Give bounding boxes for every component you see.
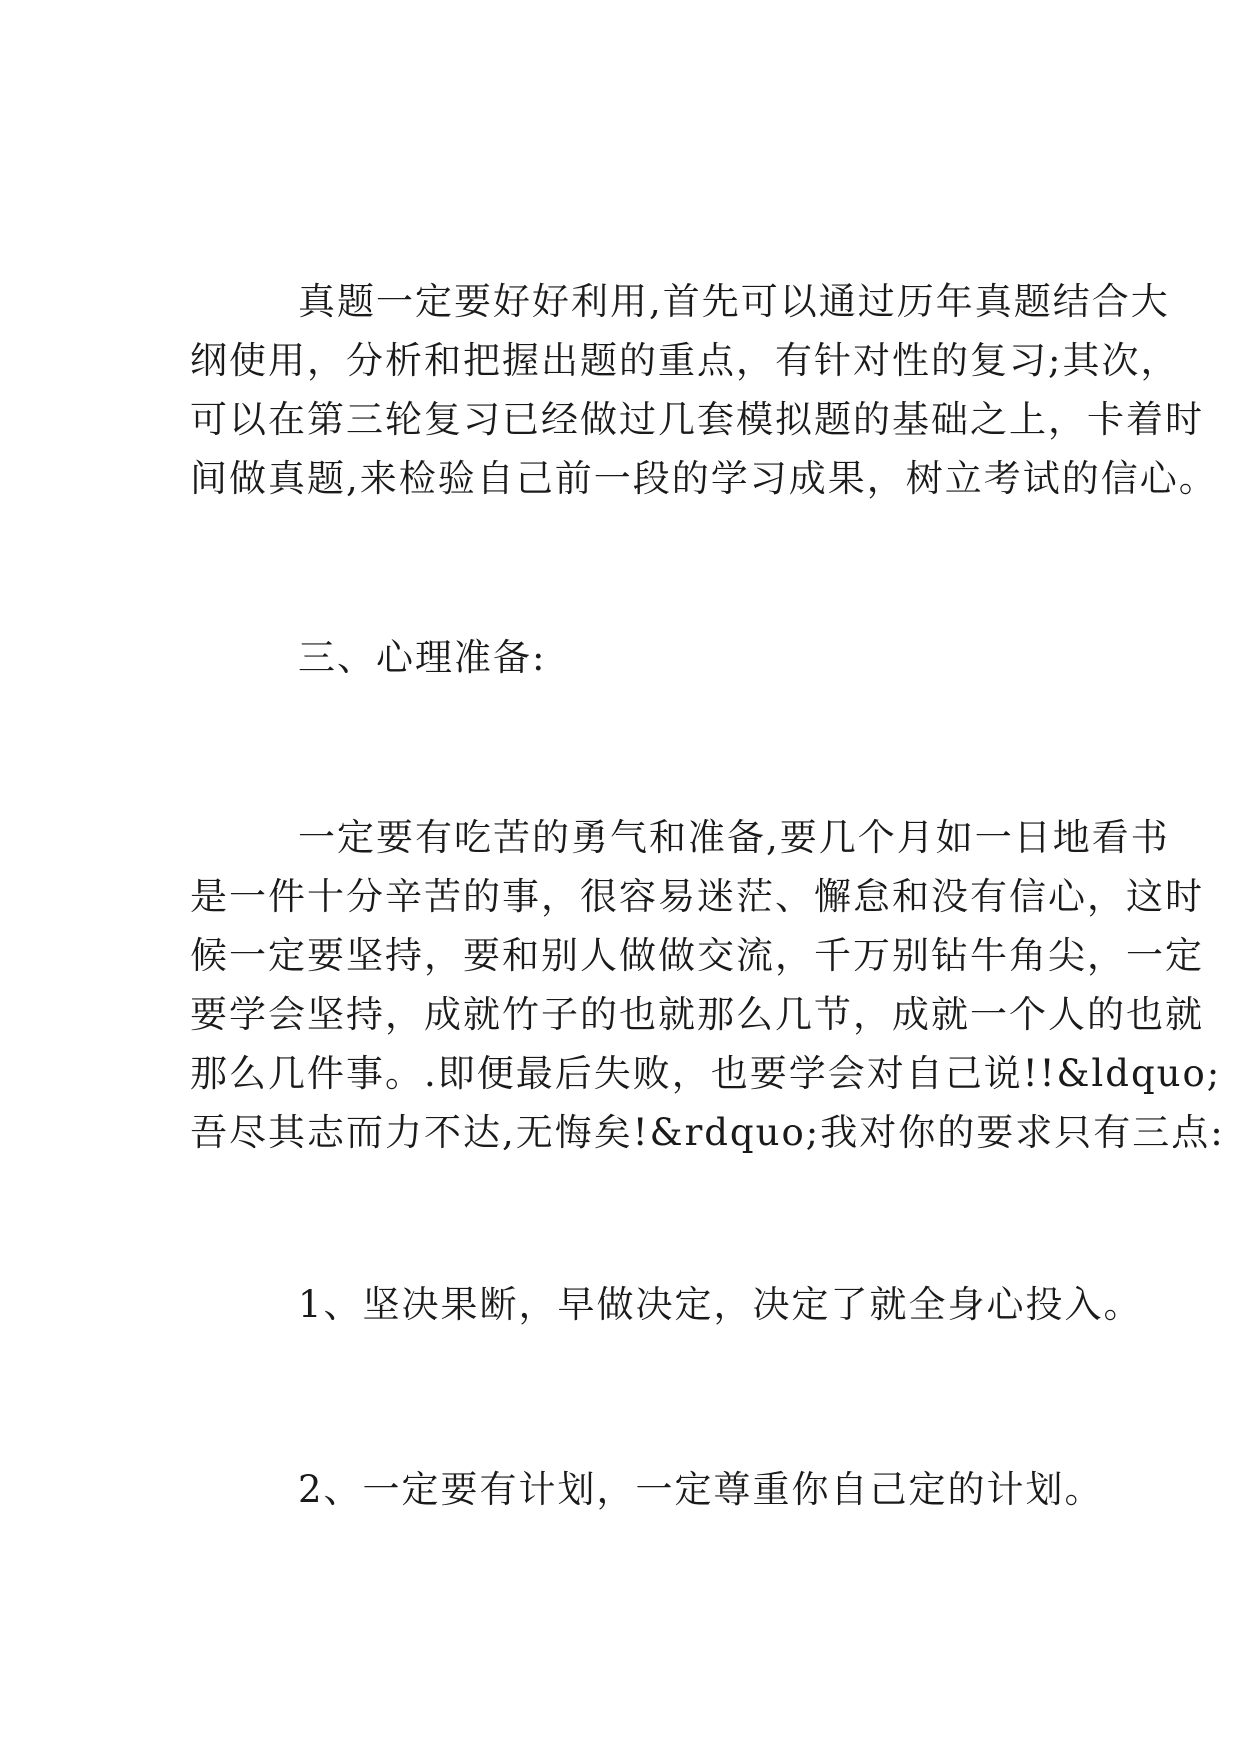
paragraph-line: 间做真题,来检验自己前一段的学习成果，树立考试的信心。 — [190, 457, 1218, 500]
paragraph-line: 要学会坚持，成就竹子的也就那么几节，成就一个人的也就 — [190, 993, 1204, 1036]
paragraph-line: 吾尽其志而力不达,无悔矣!&rdquo;我对你的要求只有三点: — [190, 1111, 1225, 1154]
paragraph-perseverance — [190, 808, 1225, 1162]
list-item-1 — [190, 1275, 1143, 1334]
section-heading-psychological-prep — [190, 628, 1058, 687]
list-item-text: 1、坚决果断，早做决定，决定了就全身心投入。 — [298, 1283, 1143, 1326]
list-item-2 — [190, 1460, 1104, 1519]
paragraph-line: 候一定要坚持，要和别人做做交流，千万别钻牛角尖，一定 — [190, 934, 1204, 977]
paragraph-line: 一定要有吃苦的勇气和准备,要几个月如一日地看书 — [298, 816, 1170, 859]
paragraph-line: 纲使用，分析和把握出题的重点，有针对性的复习;其次， — [190, 339, 1180, 382]
paragraph-line: 是一件十分辛苦的事，很容易迷茫、懈怠和没有信心，这时 — [190, 875, 1204, 918]
paragraph-line: 真题一定要好好利用,首先可以通过历年真题结合大 — [298, 280, 1170, 323]
paragraph-past-exams — [190, 272, 1218, 508]
paragraph-line: 可以在第三轮复习已经做过几套模拟题的基础之上，卡着时 — [190, 398, 1204, 441]
heading-text: 三、心理准备: — [298, 636, 547, 679]
list-item-text: 2、一定要有计划，一定尊重你自己定的计划。 — [298, 1468, 1104, 1511]
paragraph-line: 那么几件事。.即便最后失败，也要学会对自己说!!&ldquo; — [190, 1052, 1222, 1095]
